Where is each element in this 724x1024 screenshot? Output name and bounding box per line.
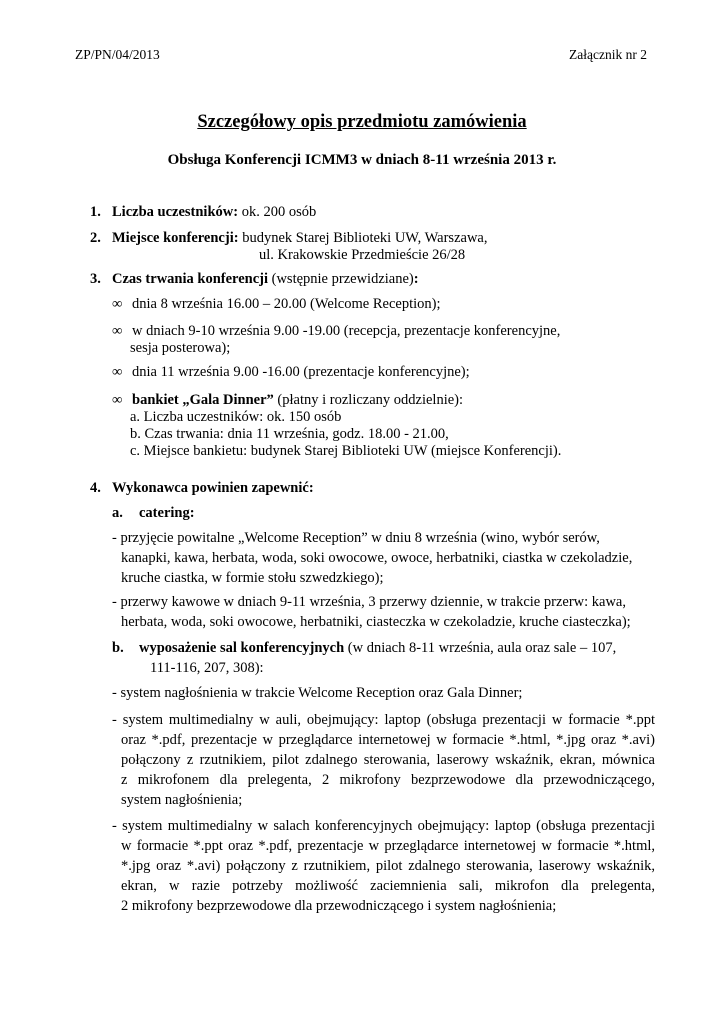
equipment-item-2-line-5: system nagłośnienia; [121, 792, 243, 808]
list-item: ∞ dnia 8 września 16.00 – 20.00 (Welcome Reception); [112, 294, 440, 315]
page-title: Szczegółowy opis przedmiotu zamówienia [197, 112, 527, 132]
section-1-line [112, 202, 316, 223]
infinity-bullet-icon: ∞ [112, 296, 123, 312]
subsection-b-label: wyposażenie sal konferencyjnych [139, 640, 345, 656]
section-3-colon: : [413, 271, 419, 287]
section-3-note: (wstępnie przewidziane) [268, 271, 414, 287]
gala-dinner-label: bankiet „Gala Dinner” [132, 392, 274, 408]
catering-item-1-line-2: kanapki, kawa, herbata, woda, soki owocowe, owoce, herbatniki, ciastka w czekoladzie, [121, 550, 633, 566]
section-2-label: Miejsce konferencji: [112, 230, 239, 246]
list-item: ∞ w dniach 9-10 września 9.00 -19.00 (recepcja, prezentacje konferencyjne, [112, 321, 560, 342]
subsection-b-line: wyposażenie sal konferencyjnych (w dniach 8-11 września, aula oraz sale – 107, [139, 640, 617, 656]
section-4-label: Wykonawca powinien zapewnić: [112, 480, 314, 496]
section-1-number: 1. [90, 204, 101, 220]
section-1-label: Liczba uczestników: [112, 204, 239, 220]
list-item-continuation: sesja posterowa); [130, 340, 231, 356]
catering-item-2-line-2: herbata, woda, soki owocowe, herbatniki, ciasteczka w czekoladzie, kruche ciasteczka); [121, 614, 631, 630]
document-reference: ZP/PN/04/2013 [75, 47, 160, 62]
section-3-label: Czas trwania konferencji [112, 271, 268, 287]
list-item: ∞ bankiet „Gala Dinner” (płatny i rozliczany oddzielnie): [112, 390, 463, 411]
gala-detail-c: c. Miejsce bankietu: budynek Starej Biblioteki UW (miejsce Konferencji). [130, 443, 562, 459]
catering-item-1-line-1: - przyjęcie powitalne „Welcome Reception” w dniu 8 września (wino, wybór serów, [112, 530, 600, 546]
equipment-item-2-line-1: - system multimedialny w auli, obejmujący: laptop (obsługa prezentacji w formacie *.ppt [112, 712, 655, 728]
infinity-bullet-icon: ∞ [112, 392, 123, 408]
section-3-line [112, 269, 419, 290]
equipment-item-3-line-3: *.jpg oraz *.avi) połączony z rzutnikiem, pilot zdalnego sterowania, laserowy wskaźnik, [121, 858, 655, 874]
equipment-item-2-line-2: oraz *.pdf, prezentacje w przeglądarce internetowej w formacie *.html, *.jpg oraz *.avi) [121, 732, 655, 748]
subsection-b-continuation: 111-116, 207, 308): [150, 660, 264, 676]
subsection-a-letter: a. [112, 505, 123, 521]
gala-detail-a: a. Liczba uczestników: ok. 150 osób [130, 409, 342, 425]
equipment-item-2-line-3: połączony z rzutnikiem, pilot zdalnego sterowania, laserowy wskaźnik, ekran, mównica [121, 752, 655, 768]
equipment-item-2-line-4: z mikrofonem dla prelegenta, 2 mikrofony bezprzewodowe dla przewodniczącego, [121, 772, 655, 788]
equipment-item-3-line-2: w formacie *.ppt oraz *.pdf, prezentacje w przeglądarce internetowej w formacie *.html, [121, 838, 655, 854]
infinity-bullet-icon: ∞ [112, 323, 123, 339]
catering-item-1-line-3: kruche ciastka, w formie stołu szwedzkiego); [121, 570, 384, 586]
subsection-a-label: catering: [139, 505, 195, 521]
subsection-b-letter: b. [112, 640, 124, 656]
section-2-address: ul. Krakowskie Przedmieście 26/28 [259, 247, 466, 263]
equipment-item-3-line-4: ekran, w razie potrzeby możliwość zaciemnienia sali, mikrofon dla prelegenta, [121, 878, 655, 894]
gala-detail-b: b. Czas trwania: dnia 11 września, godz. 18.00 - 21.00, [130, 426, 449, 442]
section-1-value: ok. 200 osób [238, 204, 317, 220]
attachment-label: Załącznik nr 2 [569, 47, 647, 62]
section-2-value: budynek Starej Biblioteki UW, Warszawa, [238, 230, 488, 246]
section-4-number: 4. [90, 480, 101, 496]
list-item: ∞ dnia 11 września 9.00 -16.00 (prezentacje konferencyjne); [112, 362, 470, 383]
infinity-bullet-icon: ∞ [112, 364, 123, 380]
equipment-item-3-line-5: 2 mikrofony bezprzewodowe dla przewodniczącego i system nagłośnienia; [121, 898, 557, 914]
catering-item-2-line-1: - przerwy kawowe w dniach 9-11 września, 3 przerwy dziennie, w trakcie przerw: kawa, [112, 594, 626, 610]
page-subtitle: Obsługa Konferencji ICMM3 w dniach 8-11 września 2013 r. [167, 152, 557, 168]
section-2-number: 2. [90, 230, 101, 246]
equipment-item-3-line-1: - system multimedialny w salach konferencyjnych obejmujący: laptop (obsługa prezentacji [112, 818, 655, 834]
section-3-number: 3. [90, 271, 101, 287]
equipment-item-1: - system nagłośnienia w trakcie Welcome Reception oraz Gala Dinner; [112, 685, 523, 701]
